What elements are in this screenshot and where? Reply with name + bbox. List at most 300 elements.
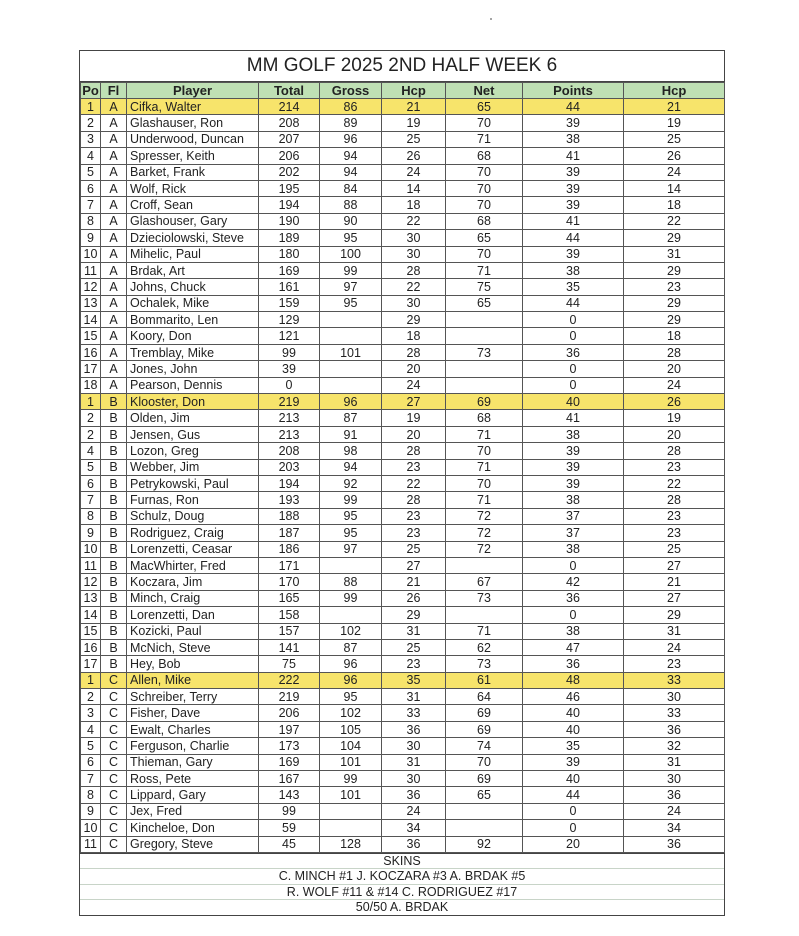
new-hcp-cell: 23 [624,459,725,475]
player-cell: Schreiber, Terry [127,689,259,705]
points-cell: 40 [523,394,624,410]
total-cell: 213 [259,426,320,442]
points-cell: 38 [523,426,624,442]
net-cell: 72 [446,508,523,524]
hcp-cell: 28 [382,262,446,278]
player-cell: MacWhirter, Fred [127,557,259,573]
position-cell: 14 [81,607,101,623]
net-cell [446,361,523,377]
new-hcp-cell: 18 [624,197,725,213]
flight-cell: B [101,656,127,672]
total-cell: 207 [259,131,320,147]
new-hcp-cell: 30 [624,689,725,705]
position-cell: 1 [81,394,101,410]
points-cell: 39 [523,443,624,459]
position-cell: 13 [81,590,101,606]
player-cell: Ewalt, Charles [127,721,259,737]
skins-heading: SKINS [80,854,724,870]
gross-cell: 87 [320,410,382,426]
gross-cell: 84 [320,180,382,196]
new-hcp-cell: 28 [624,344,725,360]
net-cell: 67 [446,574,523,590]
gross-cell [320,557,382,573]
points-cell: 40 [523,721,624,737]
gross-cell: 96 [320,394,382,410]
table-row [81,410,725,426]
points-cell: 0 [523,803,624,819]
gross-cell [320,377,382,393]
position-cell: 2 [81,115,101,131]
new-hcp-cell: 36 [624,721,725,737]
flight-cell: C [101,705,127,721]
table-row-flight-leader [81,672,725,688]
hcp-cell: 21 [382,99,446,115]
hcp-cell: 28 [382,344,446,360]
flight-cell: A [101,328,127,344]
player-cell: Klooster, Don [127,394,259,410]
player-cell: Kincheloe, Don [127,820,259,836]
net-cell [446,377,523,393]
hcp-cell: 18 [382,328,446,344]
flight-cell: B [101,607,127,623]
position-cell: 6 [81,180,101,196]
position-cell: 1 [81,672,101,688]
hcp-cell: 18 [382,197,446,213]
flight-cell: B [101,541,127,557]
gross-cell: 105 [320,721,382,737]
hcp-cell: 26 [382,590,446,606]
gross-cell: 101 [320,754,382,770]
table-row [81,721,725,737]
table-row [81,639,725,655]
position-cell: 12 [81,574,101,590]
new-hcp-cell: 21 [624,574,725,590]
total-cell: 159 [259,295,320,311]
flight-cell: A [101,246,127,262]
table-row [81,787,725,803]
flight-cell: C [101,721,127,737]
new-hcp-cell: 36 [624,836,725,852]
flight-cell: C [101,836,127,852]
total-cell: 206 [259,148,320,164]
new-hcp-cell: 30 [624,771,725,787]
hcp-cell: 23 [382,656,446,672]
player-cell: Ferguson, Charlie [127,738,259,754]
total-cell: 195 [259,180,320,196]
gross-cell: 99 [320,771,382,787]
position-cell: 4 [81,148,101,164]
new-hcp-cell: 28 [624,443,725,459]
total-cell: 99 [259,803,320,819]
player-cell: Glashauser, Ron [127,115,259,131]
flight-cell: C [101,803,127,819]
points-cell: 36 [523,590,624,606]
position-cell: 17 [81,656,101,672]
table-row [81,525,725,541]
points-cell: 0 [523,312,624,328]
points-cell: 39 [523,475,624,491]
table-row-flight-leader [81,99,725,115]
hcp-cell: 30 [382,230,446,246]
new-hcp-cell: 18 [624,328,725,344]
player-cell: Schulz, Doug [127,508,259,524]
player-cell: Olden, Jim [127,410,259,426]
new-hcp-cell: 14 [624,180,725,196]
net-cell: 69 [446,721,523,737]
new-hcp-cell: 31 [624,246,725,262]
flight-cell: A [101,361,127,377]
position-cell: 9 [81,525,101,541]
gross-cell: 89 [320,115,382,131]
total-cell: 213 [259,410,320,426]
player-cell: Minch, Craig [127,590,259,606]
points-cell: 47 [523,639,624,655]
gross-cell: 94 [320,148,382,164]
new-hcp-cell: 28 [624,492,725,508]
col-header-player: Player [127,83,259,99]
points-cell: 37 [523,525,624,541]
position-cell: 5 [81,738,101,754]
player-cell: Bommarito, Len [127,312,259,328]
flight-cell: A [101,197,127,213]
player-cell: Rodriguez, Craig [127,525,259,541]
position-cell: 7 [81,197,101,213]
position-cell: 4 [81,721,101,737]
flight-cell: A [101,312,127,328]
total-cell: 171 [259,557,320,573]
net-cell: 71 [446,131,523,147]
points-cell: 46 [523,689,624,705]
flight-cell: C [101,787,127,803]
flight-cell: A [101,164,127,180]
hcp-cell: 28 [382,443,446,459]
new-hcp-cell: 29 [624,262,725,278]
flight-cell: B [101,525,127,541]
position-cell: 12 [81,279,101,295]
points-cell: 48 [523,672,624,688]
gross-cell: 88 [320,197,382,213]
new-hcp-cell: 31 [624,754,725,770]
gross-cell: 95 [320,295,382,311]
header-row [81,83,725,99]
total-cell: 165 [259,590,320,606]
position-cell: 18 [81,377,101,393]
table-row [81,279,725,295]
new-hcp-cell: 23 [624,525,725,541]
points-cell: 36 [523,656,624,672]
net-cell: 75 [446,279,523,295]
gross-cell [320,328,382,344]
new-hcp-cell: 27 [624,590,725,606]
player-cell: Thieman, Gary [127,754,259,770]
gross-cell [320,607,382,623]
flight-cell: C [101,738,127,754]
hcp-cell: 30 [382,738,446,754]
hcp-cell: 29 [382,607,446,623]
flight-cell: C [101,672,127,688]
table-row [81,771,725,787]
points-cell: 44 [523,99,624,115]
position-cell: 14 [81,312,101,328]
table-row [81,705,725,721]
table-row [81,230,725,246]
gross-cell: 96 [320,656,382,672]
position-cell: 9 [81,803,101,819]
net-cell: 72 [446,541,523,557]
player-cell: Johns, Chuck [127,279,259,295]
total-cell: 197 [259,721,320,737]
results-table [80,82,725,853]
total-cell: 219 [259,394,320,410]
points-cell: 39 [523,754,624,770]
flight-cell: B [101,410,127,426]
gross-cell [320,820,382,836]
position-cell: 13 [81,295,101,311]
table-row [81,557,725,573]
hcp-cell: 31 [382,623,446,639]
new-hcp-cell: 36 [624,787,725,803]
table-row [81,836,725,852]
col-header-total: Total [259,83,320,99]
new-hcp-cell: 26 [624,394,725,410]
table-row [81,361,725,377]
flight-cell: C [101,689,127,705]
col-header-new-hcp: Hcp [624,83,725,99]
gross-cell: 96 [320,131,382,147]
new-hcp-cell: 23 [624,656,725,672]
new-hcp-cell: 21 [624,99,725,115]
points-cell: 41 [523,213,624,229]
flight-cell: B [101,394,127,410]
flight-cell: B [101,475,127,491]
gross-cell: 97 [320,541,382,557]
table-row [81,574,725,590]
position-cell: 11 [81,836,101,852]
col-header-hcp: Hcp [382,83,446,99]
hcp-cell: 20 [382,426,446,442]
position-cell: 8 [81,508,101,524]
flight-cell: B [101,426,127,442]
net-cell: 62 [446,639,523,655]
hcp-cell: 19 [382,115,446,131]
points-cell: 0 [523,328,624,344]
position-cell: 7 [81,771,101,787]
points-cell: 39 [523,197,624,213]
new-hcp-cell: 23 [624,508,725,524]
hcp-cell: 30 [382,295,446,311]
points-cell: 0 [523,361,624,377]
gross-cell: 87 [320,639,382,655]
position-cell: 11 [81,557,101,573]
net-cell: 70 [446,246,523,262]
player-cell: Lorenzetti, Ceasar [127,541,259,557]
table-row [81,262,725,278]
player-cell: McNich, Steve [127,639,259,655]
total-cell: 169 [259,754,320,770]
points-cell: 38 [523,623,624,639]
player-cell: Petrykowski, Paul [127,475,259,491]
new-hcp-cell: 32 [624,738,725,754]
total-cell: 39 [259,361,320,377]
hcp-cell: 23 [382,508,446,524]
new-hcp-cell: 19 [624,115,725,131]
hcp-cell: 36 [382,721,446,737]
table-row [81,131,725,147]
total-cell: 75 [259,656,320,672]
position-cell: 7 [81,492,101,508]
net-cell: 70 [446,197,523,213]
position-cell: 10 [81,541,101,557]
gross-cell: 98 [320,443,382,459]
points-cell: 0 [523,377,624,393]
table-row [81,508,725,524]
net-cell: 71 [446,262,523,278]
gross-cell: 128 [320,836,382,852]
table-row [81,426,725,442]
new-hcp-cell: 33 [624,705,725,721]
table-row [81,115,725,131]
position-cell: 6 [81,754,101,770]
points-cell: 20 [523,836,624,852]
gross-cell: 95 [320,230,382,246]
player-cell: Koory, Don [127,328,259,344]
hcp-cell: 22 [382,213,446,229]
results-sheet [79,50,725,916]
position-cell: 15 [81,623,101,639]
player-cell: Lippard, Gary [127,787,259,803]
flight-cell: B [101,508,127,524]
points-cell: 35 [523,279,624,295]
gross-cell: 99 [320,262,382,278]
total-cell: 173 [259,738,320,754]
total-cell: 188 [259,508,320,524]
hcp-cell: 25 [382,131,446,147]
flight-cell: A [101,230,127,246]
net-cell: 73 [446,590,523,606]
position-cell: 2 [81,689,101,705]
gross-cell: 97 [320,279,382,295]
hcp-cell: 25 [382,541,446,557]
flight-cell: A [101,377,127,393]
player-cell: Wolf, Rick [127,180,259,196]
new-hcp-cell: 24 [624,377,725,393]
hcp-cell: 14 [382,180,446,196]
net-cell: 71 [446,426,523,442]
col-header-gross: Gross [320,83,382,99]
flight-cell: B [101,639,127,655]
new-hcp-cell: 24 [624,803,725,819]
points-cell: 37 [523,508,624,524]
player-cell: Croff, Sean [127,197,259,213]
new-hcp-cell: 23 [624,279,725,295]
new-hcp-cell: 34 [624,820,725,836]
net-cell: 92 [446,836,523,852]
flight-cell: A [101,295,127,311]
gross-cell: 88 [320,574,382,590]
position-cell: 10 [81,820,101,836]
hcp-cell: 26 [382,148,446,164]
player-cell: Tremblay, Mike [127,344,259,360]
hcp-cell: 27 [382,557,446,573]
player-cell: Furnas, Ron [127,492,259,508]
total-cell: 45 [259,836,320,852]
total-cell: 193 [259,492,320,508]
position-cell: 16 [81,344,101,360]
position-cell: 16 [81,639,101,655]
points-cell: 38 [523,262,624,278]
col-header-flight: Fl [101,83,127,99]
points-cell: 40 [523,705,624,721]
gross-cell: 101 [320,787,382,803]
total-cell: 194 [259,475,320,491]
gross-cell: 101 [320,344,382,360]
table-row [81,246,725,262]
gross-cell: 100 [320,246,382,262]
total-cell: 121 [259,328,320,344]
total-cell: 208 [259,443,320,459]
table-row [81,738,725,754]
player-cell: Gregory, Steve [127,836,259,852]
points-cell: 40 [523,771,624,787]
player-cell: Barket, Frank [127,164,259,180]
points-cell: 39 [523,459,624,475]
flight-cell: B [101,443,127,459]
table-row [81,377,725,393]
hcp-cell: 24 [382,377,446,393]
position-cell: 2 [81,426,101,442]
table-row [81,590,725,606]
flight-cell: B [101,574,127,590]
player-cell: Jex, Fred [127,803,259,819]
position-cell: 8 [81,213,101,229]
total-cell: 59 [259,820,320,836]
points-cell: 35 [523,738,624,754]
points-cell: 38 [523,492,624,508]
table-row [81,164,725,180]
hcp-cell: 23 [382,459,446,475]
total-cell: 143 [259,787,320,803]
table-row [81,754,725,770]
position-cell: 9 [81,230,101,246]
total-cell: 99 [259,344,320,360]
player-cell: Spresser, Keith [127,148,259,164]
player-cell: Kozicki, Paul [127,623,259,639]
gross-cell: 96 [320,672,382,688]
net-cell: 71 [446,459,523,475]
net-cell: 68 [446,410,523,426]
table-row [81,541,725,557]
net-cell: 65 [446,787,523,803]
table-row [81,656,725,672]
net-cell: 73 [446,344,523,360]
position-cell: 5 [81,164,101,180]
net-cell: 70 [446,475,523,491]
player-cell: Lorenzetti, Dan [127,607,259,623]
table-row [81,459,725,475]
player-cell: Ochalek, Mike [127,295,259,311]
hcp-cell: 28 [382,492,446,508]
player-cell: Glashouser, Gary [127,213,259,229]
player-cell: Hey, Bob [127,656,259,672]
table-row [81,475,725,491]
new-hcp-cell: 29 [624,295,725,311]
total-cell: 189 [259,230,320,246]
total-cell: 202 [259,164,320,180]
flight-cell: B [101,459,127,475]
position-cell: 1 [81,99,101,115]
total-cell: 141 [259,639,320,655]
hcp-cell: 25 [382,639,446,655]
